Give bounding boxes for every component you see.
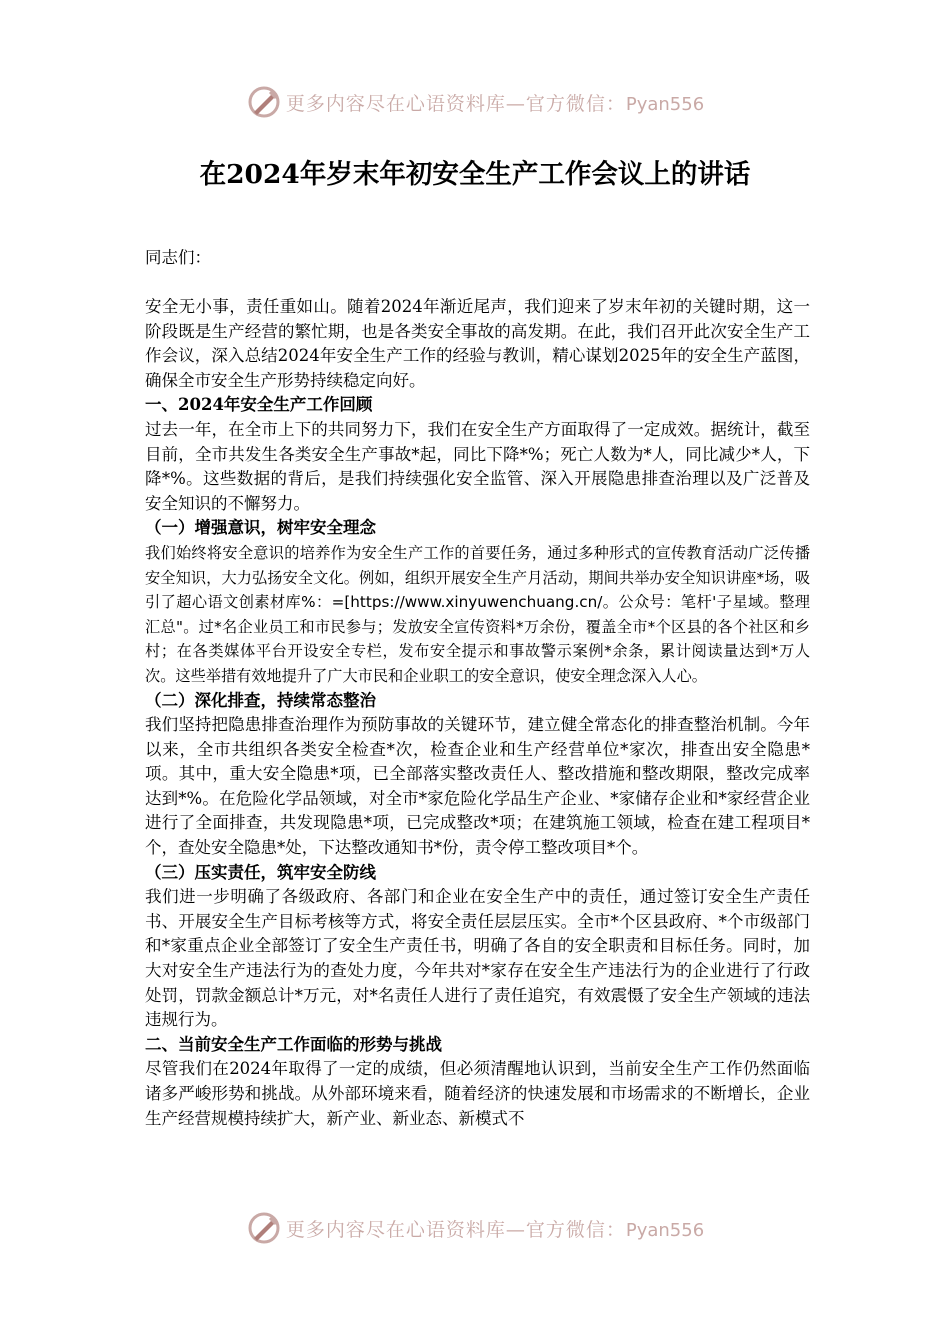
section-heading: （一）增强意识，树牢安全理念 bbox=[145, 518, 376, 538]
document-title: 在2024年岁末年初安全生产工作会议上的讲话 bbox=[199, 159, 751, 190]
section-heading: 二、当前安全生产工作面临的形势与挑战 bbox=[145, 1034, 442, 1054]
section-heading: （二）深化排查，持续常态整治 bbox=[145, 690, 376, 710]
document-body bbox=[145, 295, 810, 1131]
watermark-text: 更多内容尽在心语资料库—官方微信：Pyan556 bbox=[285, 92, 705, 115]
brush-logo-icon bbox=[246, 1210, 282, 1246]
watermark-banner-top bbox=[0, 84, 950, 120]
section-heading: （三）压实责任，筑牢安全防线 bbox=[145, 862, 376, 882]
body-paragraph: 我们坚持把隐患排查治理作为预防事故的关键环节，建立健全常态化的排查整治机制。今年以来，全市共组织各类安全检查*次，检查企业和生产经营单位*家次，排查出安全隐患*项。其中，重大安全隐患*项，已全部落实整改责任人、整改措施和整改期限，整改完成率达到*%。在危险化学品领域，对全市*家危险化学品生产企业、*家储存企业和*家经营企业进行了全面排查，共发现隐患*项，已完成整改*项；在建筑施工领域，检查在建工程项目*个，查处安全隐患*处，下达整改通知书*份，责令停工整改项目*个。 bbox=[145, 715, 810, 858]
body-paragraph: 过去一年，在全市上下的共同努力下，我们在安全生产方面取得了一定成效。据统计，截至目前，全市共发生各类安全生产事故*起，同比下降*%；死亡人数为*人，同比减少*人，下降*%。这些数据的背后，是我们持续强化安全监管、深入开展隐患排查治理以及广泛普及安全知识的不懈努力。 bbox=[145, 419, 810, 513]
body-paragraph: 安全无小事，责任重如山。随着2024年渐近尾声，我们迎来了岁末年初的关键时期，这一阶段既是生产经营的繁忙期，也是各类安全事故的高发期。在此，我们召开此次安全生产工作会议，深入总结2024年安全生产工作的经验与教训，精心谋划2025年的安全生产蓝图，确保全市安全生产形势持续稳定向好。 bbox=[145, 297, 810, 390]
body-paragraph: 我们始终将安全意识的培养作为安全生产工作的首要任务，通过多种形式的宣传教育活动广泛传播安全知识，大力弘扬安全文化。例如，组织开展安全生产月活动，期间共举办安全知识讲座*场，吸引了超心语文创素材库%：=[https://www.xinyuwenchuang.cn/。公众号：笔杆'子星域。整理汇总"。过*名企业员工和市民参与；发放安全宣传资料*万余份，覆盖全市*个区县的各个社区和乡村；在各类媒体平台开设安全专栏，发布安全提示和事故警示案例*余条，累计阅读量达到*万人次。这些举措有效地提升了广大市民和企业职工的安全意识，使安全理念深入人心。 bbox=[145, 543, 810, 685]
body-paragraph: 我们进一步明确了各级政府、各部门和企业在安全生产中的责任，通过签订安全生产责任书、开展安全生产目标考核等方式，将安全责任层层压实。全市*个区县政府、*个市级部门和*家重点企业全部签订了安全生产责任书，明确了各自的安全职责和目标任务。同时，加大对安全生产违法行为的查处力度，今年共对*家存在安全生产违法行为的企业进行了行政处罚，罚款金额总计*万元，对*名责任人进行了责任追究，有效震慑了安全生产领域的违法违规行为。 bbox=[145, 887, 810, 1030]
watermark-banner-bottom bbox=[0, 1210, 950, 1246]
body-paragraph: 尽管我们在2024年取得了一定的成绩，但必须清醒地认识到，当前安全生产工作仍然面临诸多严峻形势和挑战。从外部环境来看，随着经济的快速发展和市场需求的不断增长，企业生产经营规模持续扩大，新产业、新业态、新模式不 bbox=[145, 1059, 810, 1128]
section-heading: 一、2024年安全生产工作回顾 bbox=[145, 395, 373, 415]
watermark-text: 更多内容尽在心语资料库—官方微信：Pyan556 bbox=[285, 1218, 705, 1241]
salutation: 同志们： bbox=[145, 248, 211, 267]
brush-logo-icon bbox=[246, 84, 282, 120]
